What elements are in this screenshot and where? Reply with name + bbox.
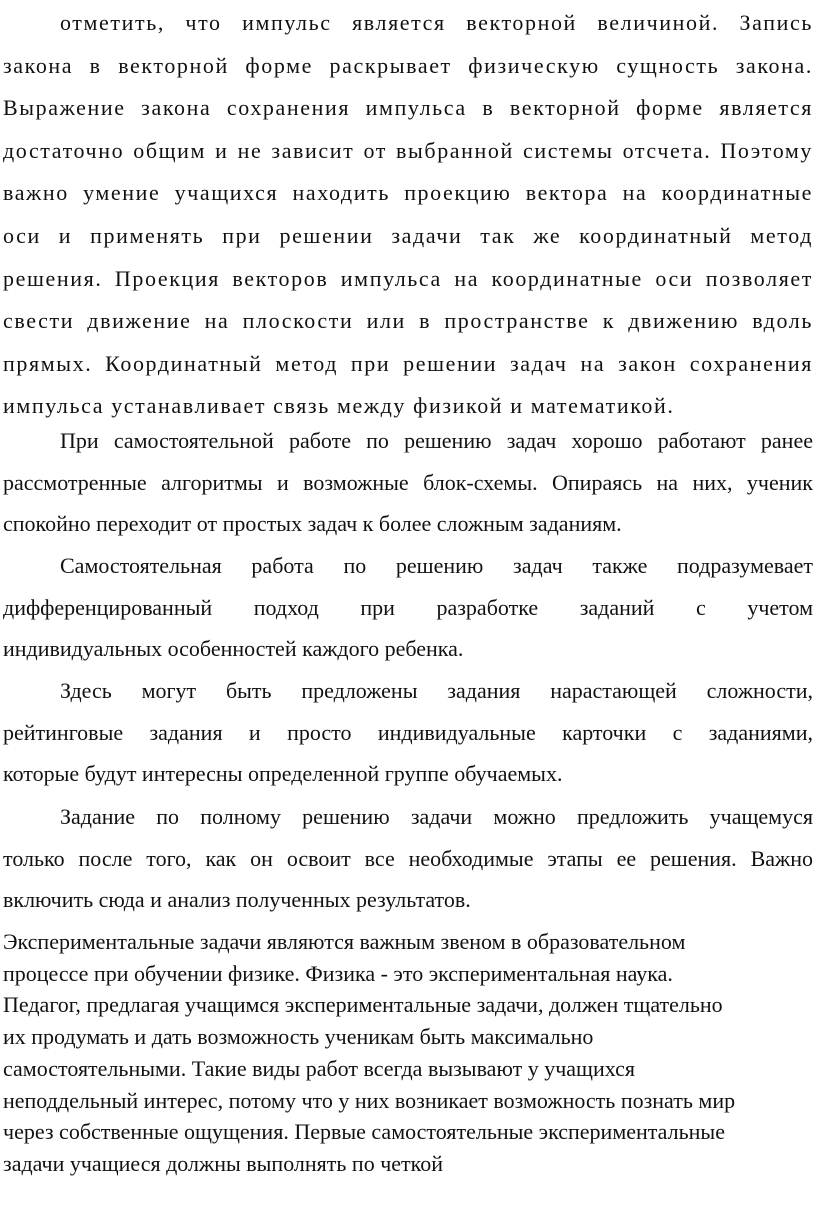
paragraph-experimental-tasks [3,926,813,1180]
text-line: достаточно общим и не зависит от выбранной системы отсчета. Поэтому [3,137,813,163]
text-line: рассмотренные алгоритмы и возможные блок-схемы. Опираясь на них, ученик [3,469,813,495]
text-line: оси и применять при решении задачи так же координатный метод [3,222,813,248]
text-line: свести движение на плоскости или в пространстве к движению вдоль [3,308,813,334]
text-line: их продумать и дать возможность ученикам быть максимально [3,1024,594,1050]
text-line: спокойно переходит от простых задач к более сложным заданиям. [3,511,622,536]
text-line: Самостоятельная работа по решению задач также подразумевает [60,553,813,578]
text-line: самостоятельными. Такие виды работ всегда вызывают у учащихся [3,1055,635,1081]
text-line: прямых. Координатный метод при решении задач на закон сохранения [3,350,813,376]
text-line: неподдельный интерес, потому что у них возникает возможность познать мир [3,1087,736,1113]
text-line: индивидуальных особенностей каждого ребенка. [3,636,464,661]
paragraph-independent-work [3,420,813,545]
text-line: При самостоятельной работе по решению задач хорошо работают ранее [60,428,813,453]
text-line: включить сюда и анализ полученных результатов. [3,887,471,912]
text-line: через собственные ощущения. Первые самостоятельные экспериментальные [3,1119,725,1145]
text-line: которые будут интересны определенной группе обучаемых. [3,761,563,786]
text-line: важно умение учащихся находить проекцию вектора на координатные [3,180,813,206]
text-line: отметить, что импульс является векторной величиной. Запись [60,10,813,35]
text-line: Выражение закона сохранения импульса в векторной форме является [3,95,813,121]
paragraph-vector-momentum [3,2,813,428]
text-line: процессе при обучении физике. Физика - это экспериментальная наука. [3,960,673,986]
text-line: Здесь могут быть предложены задания нарастающей сложности, [60,678,813,703]
text-line: Экспериментальные задачи являются важным звеном в образовательном [3,929,686,954]
text-line: закона в векторной форме раскрывает физическую сущность закона. [3,52,813,78]
text-line: дифференцированный подход при разработке заданий с учетом [3,594,813,620]
text-line: только после того, как он освоит все необходимые этапы ее решения. Важно [3,845,813,871]
text-line: Задание по полному решению задачи можно предложить учащемуся [60,804,813,829]
text-line: рейтинговые задания и просто индивидуальные карточки с заданиями, [3,719,813,745]
paragraph-full-solution [3,796,813,921]
paragraph-differentiated-approach [3,545,813,670]
text-line: решения. Проекция векторов импульса на координатные оси позволяет [3,265,813,291]
text-line: импульса устанавливает связь между физикой и математикой. [3,393,675,419]
text-line: Педагог, предлагая учащимся экспериментальные задачи, должен тщательно [3,992,723,1018]
text-line: задачи учащиеся должны выполнять по четкой [3,1150,443,1176]
paragraph-rating-tasks [3,670,813,795]
